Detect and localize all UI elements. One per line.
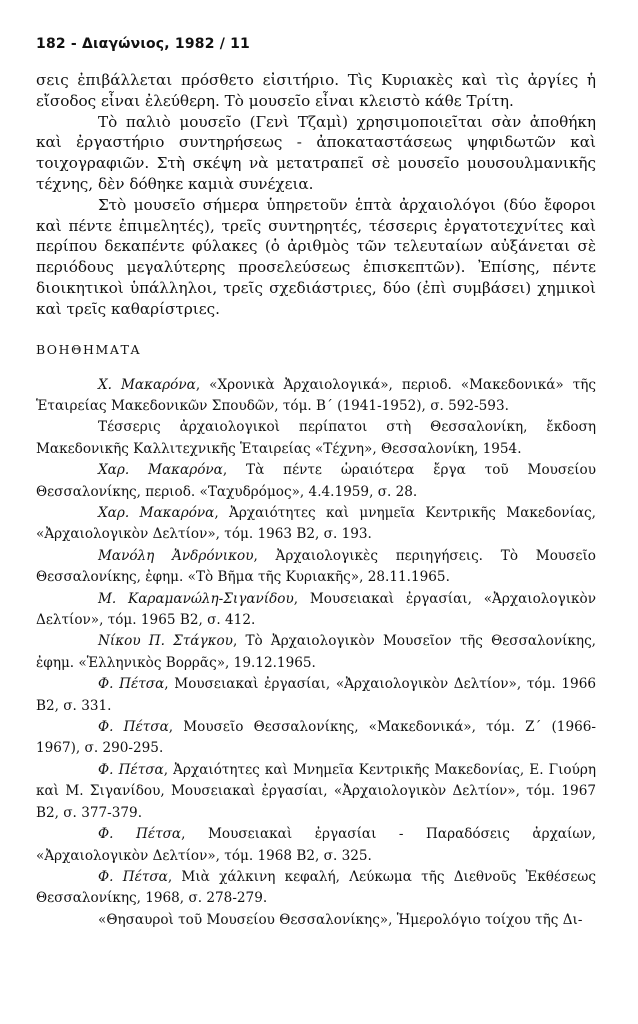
reference-item <box>36 674 596 717</box>
reference-text: , Τὰ πέντε ὡραιότερα ἔργα τοῦ Μουσείου Θεσσαλονίκης, περιοδ. «Ταχυδρόμος», 4.4.1959, σ. 28. <box>36 462 596 500</box>
reference-item <box>36 375 596 418</box>
reference-text: Τέσσερις ἀρχαιολογικοὶ περίπατοι στὴ Θεσσαλονίκη, ἔκδοση Μακεδονικῆς Καλλιτεχνικῆς Ἑταιρείας «Τέχνη», Θεσσαλονίκη, 1954. <box>36 419 596 457</box>
paragraph-3: Στὸ μουσεῖο σήμερα ὑπηρετοῦν ἑπτὰ ἀρχαιολόγοι (δύο ἔφοροι καὶ πέντε ἐπιμελητές), τρεῖς συντηρητές, τέσσερις ἐργατοτεχνίτες καὶ περίπου δεκαπέντε φύλακες (ὁ ἀριθμὸς τῶν τελευταίων αὐξάνεται σὲ περιόδους μεγαλύτερης προσελεύσεως ἐπισκεπτῶν). Ἐπίσης, πέντε διοικητικοὶ ὑπάλληλοι, τρεῖς σχεδιάστριες, δύο (ἐπὶ συμβάσει) χημικοὶ καὶ τρεῖς καθαρίστριες. <box>36 195 596 318</box>
paragraph-1: σεις ἐπιβάλλεται πρόσθετο εἰσιτήριο. Τὶς Κυριακὲς καὶ τὶς ἀργίες ἡ εἴσοδος εἶναι ἐλεύθερη. Τὸ μουσεῖο εἶναι κλειστὸ κάθε Τρίτη. <box>36 71 596 110</box>
reference-item <box>36 760 596 824</box>
section-title: ΒΟΗΘΗΜΑΤΑ <box>36 341 142 357</box>
reference-item <box>36 503 596 546</box>
reference-text: , Ἀρχαιότητες καὶ μνημεῖα Κεντρικῆς Μακεδονίας, «Ἀρχαιολογικὸν Δελτίον», τόμ. 1963 Β2, σ. 193. <box>36 505 596 543</box>
reference-author: Νίκου Π. Στάγκου <box>98 633 233 650</box>
reference-item <box>36 910 596 931</box>
reference-item <box>36 589 596 632</box>
reference-author: Φ. Πέτσα <box>98 719 169 736</box>
reference-author: Χαρ. Μακαρόνα <box>98 462 223 479</box>
reference-author: Φ. Πέτσα <box>98 868 168 885</box>
reference-text: , Μουσειακαὶ ἐργασίαι, «Ἀρχαιολογικὸν Δελτίον», τόμ. 1966 Β2, σ. 331. <box>36 676 597 714</box>
reference-author: Χ. Μακαρόνα <box>98 376 196 393</box>
reference-text: «Θησαυροὶ τοῦ Μουσείου Θεσσαλονίκης», Ἡμερολόγιο τοίχου τῆς Δι- <box>98 911 583 928</box>
reference-author: Μ. Καραμανώλη-Σιγανίδου <box>98 590 294 607</box>
reference-item <box>36 717 596 760</box>
reference-item <box>36 867 596 910</box>
document-page <box>36 36 596 931</box>
reference-text: , «Χρονικὰ Ἀρχαιολογικά», περιοδ. «Μακεδονικά» τῆς Ἑταιρείας Μακεδονικῶν Σπουδῶν, τόμ. Β΄ (1941-1952), σ. 592-593. <box>36 376 596 414</box>
page-header: 182 - Διαγώνιος, 1982 / 11 <box>36 36 251 52</box>
body-text <box>36 70 596 320</box>
reference-author: Φ. Πέτσα <box>98 676 165 693</box>
reference-author: Μανόλη Ἀνδρόνικου <box>98 547 254 564</box>
reference-text: , Μιὰ χάλκινη κεφαλή, Λεύκωμα τῆς Διεθνοῦς Ἐκθέσεως Θεσσαλονίκης, 1968, σ. 278-279. <box>36 868 596 907</box>
references-list <box>36 375 596 932</box>
reference-item <box>36 824 596 867</box>
reference-item <box>36 417 596 460</box>
reference-text: , Ἀρχαιότητες καὶ Μνημεῖα Κεντρικῆς Μακεδονίας, Ε. Γιούρη καὶ Μ. Σιγανίδου, Μουσειακαὶ ἐργασίαι, «Ἀρχαιολογικὸν Δελτίον», τόμ. 1967 Β2, σ. 377-379. <box>36 761 596 821</box>
reference-text: , Μουσεῖο Θεσσαλονίκης, «Μακεδονικά», τόμ. Ζ΄ (1966-1967), σ. 290-295. <box>36 719 596 757</box>
paragraph-2: Τὸ παλιὸ μουσεῖο (Γενὶ Τζαμὶ) χρησιμοποιεῖται σὰν ἀποθήκη καὶ ἐργαστήριο συντηρήσεως - ἀποκαταστάσεως ψηφιδωτῶν καὶ τοιχογραφιῶν. Στὴ σκέψη νὰ μετατραπεῖ σὲ μουσεῖο μουσουλμανικῆς τέχνης, δὲν δόθηκε καμιὰ συνέχεια. <box>36 112 596 193</box>
reference-author: Φ. Πέτσα <box>98 761 164 778</box>
reference-text: , Τὸ Ἀρχαιολογικὸν Μουσεῖον τῆς Θεσσαλονίκης, ἐφημ. «Ἑλληνικὸς Βορρᾶς», 19.12.1965. <box>36 633 596 671</box>
reference-item <box>36 631 596 674</box>
reference-text: , Ἀρχαιολογικὲς περιηγήσεις. Τὸ Μουσεῖο Θεσσαλονίκης, ἐφημ. «Τὸ Βῆμα τῆς Κυριακῆς», 28.11.1965. <box>36 547 596 586</box>
reference-item <box>36 546 596 589</box>
reference-text: , Μουσειακαὶ ἐργασίαι, «Ἀρχαιολογικὸν Δελτίον», τόμ. 1965 Β2, σ. 412. <box>36 590 596 629</box>
reference-author: Χαρ. Μακαρόνα <box>98 505 215 521</box>
reference-text: , Μουσειακαὶ ἐργασίαι - Παραδόσεις ἀρχαίων, «Ἀρχαιολογικὸν Δελτίον», τόμ. 1968 Β2, σ. 325. <box>36 826 596 864</box>
reference-item <box>36 460 596 503</box>
reference-author: Φ. Πέτσα <box>98 826 182 843</box>
